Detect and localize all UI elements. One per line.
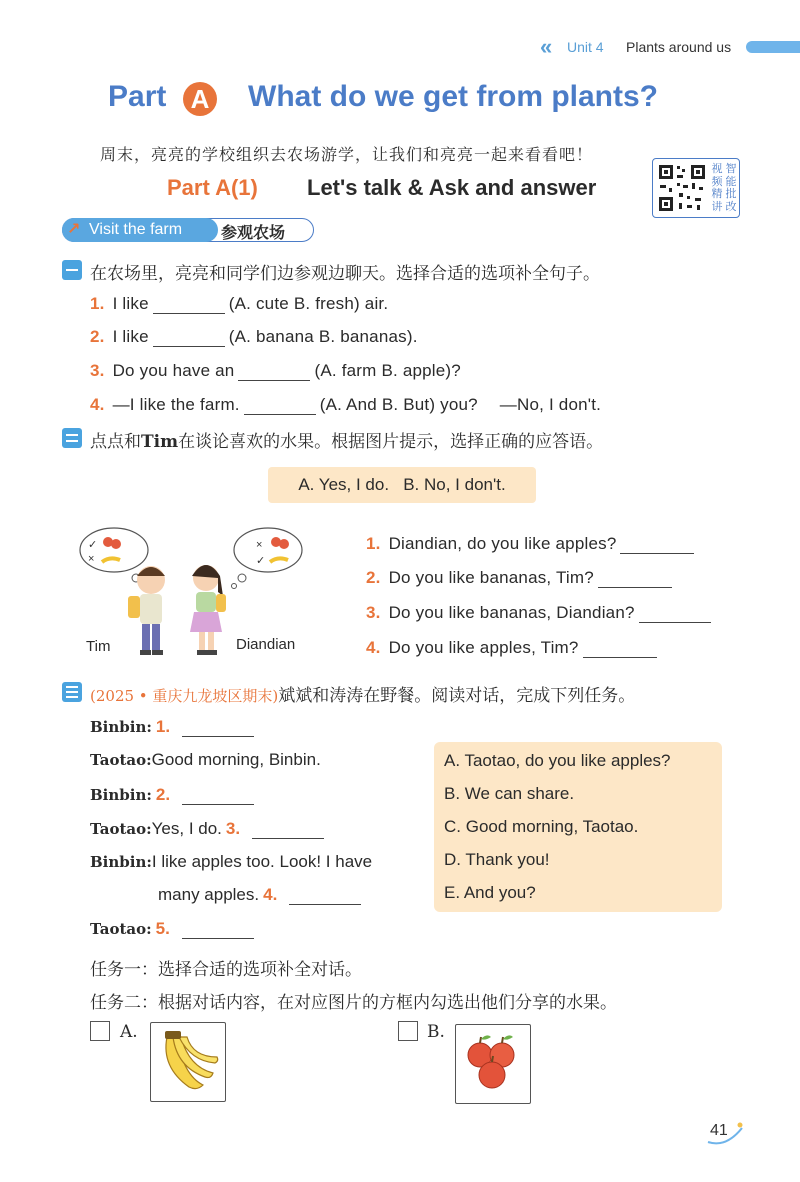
answer-blank[interactable] xyxy=(244,397,316,415)
apple-icon xyxy=(456,1025,528,1101)
s2-item-4: 4. Do you like apples, Tim? xyxy=(366,638,661,658)
header-bar xyxy=(746,41,800,53)
s2-item-3: 3. Do you like bananas, Diandian? xyxy=(366,603,715,623)
dialogue-line-1: Binbin: 1. xyxy=(90,717,258,737)
answer-blank[interactable] xyxy=(182,921,254,939)
title-question: What do we get from plants? xyxy=(248,80,658,113)
choice-e: E. And you? xyxy=(444,883,536,902)
page-title xyxy=(108,80,708,120)
qr-caption: 视 智 频 能 精 批 讲 改 xyxy=(711,163,737,213)
dialogue-line-6: many apples. 4. xyxy=(158,885,365,905)
lesson-label: Let's talk & Ask and answer xyxy=(307,175,597,200)
lesson-part: Part A(1) xyxy=(167,175,258,200)
answer-blank[interactable] xyxy=(598,570,672,588)
task-one: 任务一：选择合适的选项补全对话。 xyxy=(90,960,362,979)
dialogue-line-7: Taotao: 5. xyxy=(90,919,258,939)
answer-blank[interactable] xyxy=(182,719,254,737)
section-three-icon xyxy=(62,682,82,702)
qr-code[interactable] xyxy=(652,158,740,218)
dialogue-line-2: Taotao:Good morning, Binbin. xyxy=(90,750,321,769)
svg-text:✓: ✓ xyxy=(88,539,98,551)
answer-blank[interactable] xyxy=(620,536,694,554)
section-one-instruction: 在农场里，亮亮和同学们边参观边聊天。选择合适的选项补全句子。 xyxy=(90,264,600,283)
choice-c: C. Good morning, Taotao. xyxy=(444,817,639,836)
answer-blank[interactable] xyxy=(153,296,225,314)
section-one-icon xyxy=(62,260,82,280)
exam-source: (2025 • 重庆九龙坡区期末) xyxy=(90,687,279,705)
choice-a: A. Taotao, do you like apples? xyxy=(444,751,671,770)
section-two-icon xyxy=(62,428,82,448)
answer-blank[interactable] xyxy=(182,787,254,805)
svg-text:✓: ✓ xyxy=(256,555,266,567)
answer-blank[interactable] xyxy=(252,821,324,839)
qr-code-icon xyxy=(657,163,707,213)
s1-item-4: 4. —I like the farm. (A. And B. But) you? —No, I don't. xyxy=(90,395,602,414)
choices-box xyxy=(434,742,722,912)
checkbox-b[interactable] xyxy=(398,1021,418,1041)
dialogue-line-3: Binbin: 2. xyxy=(90,785,258,805)
intro-text: 周末，亮亮的学校组织去农场游学，让我们和亮亮一起来看看吧！ xyxy=(100,145,594,164)
title-part: Part xyxy=(108,80,167,113)
response-options-box: A. Yes, I do. B. No, I don't. xyxy=(268,467,536,503)
visit-farm-tag xyxy=(62,218,314,242)
s1-item-3: 3. Do you have an (A. farm B. apple)? xyxy=(90,361,461,380)
svg-text:×: × xyxy=(88,553,95,565)
page-number-swoosh-icon xyxy=(706,1120,746,1146)
checkbox-a[interactable] xyxy=(90,1021,110,1041)
pic-a-label: A. xyxy=(120,1022,138,1042)
answer-blank[interactable] xyxy=(153,329,225,347)
lesson-subtitle xyxy=(167,175,647,205)
dialogue xyxy=(90,712,420,952)
running-header xyxy=(540,34,800,59)
apple-picture xyxy=(455,1024,531,1104)
chevron-icon: « xyxy=(540,34,553,59)
answer-blank[interactable] xyxy=(289,887,361,905)
title-letter-badge: A xyxy=(183,82,217,116)
unit-label: Unit 4 xyxy=(567,39,604,55)
answer-blank[interactable] xyxy=(238,363,310,381)
banana-picture xyxy=(150,1022,226,1102)
task-two: 任务二：根据对话内容，在对应图片的方框内勾选出他们分享的水果。 xyxy=(90,993,617,1012)
pic-b-label: B. xyxy=(427,1022,445,1042)
section-two-instruction: 点点和Tim在谈论喜欢的水果。根据图片提示，选择正确的应答语。 xyxy=(90,432,604,452)
answer-blank[interactable] xyxy=(583,640,657,658)
name-diandian: Diandian xyxy=(236,636,296,653)
dialogue-line-4: Taotao:Yes, I do. 3. xyxy=(90,819,328,839)
visit-tag-en: Visit the farm xyxy=(89,221,183,238)
name-tim: Tim xyxy=(86,638,111,655)
section-three-instruction: (2025 • 重庆九龙坡区期末)斌斌和涛涛在野餐。阅读对话，完成下列任务。 xyxy=(90,686,636,705)
visit-tag-zh: 参观农场 xyxy=(221,225,286,242)
page-number: 41 xyxy=(706,1120,746,1146)
dialogue-line-5: Binbin:I like apples too. Look! I have xyxy=(90,852,373,871)
answer-blank[interactable] xyxy=(639,605,711,623)
choice-b: B. We can share. xyxy=(444,784,575,803)
s1-item-2: 2. I like (A. banana B. bananas). xyxy=(90,327,418,346)
unit-title: Plants around us xyxy=(626,39,732,55)
arrow-icon: ↗ xyxy=(67,221,81,238)
thought-bubble-right xyxy=(234,528,302,572)
banana-icon xyxy=(151,1023,223,1099)
s2-item-1: 1. Diandian, do you like apples? xyxy=(366,534,698,554)
choice-d: D. Thank you! xyxy=(444,850,550,869)
s1-item-1: 1. I like (A. cute B. fresh) air. xyxy=(90,294,389,313)
svg-text:×: × xyxy=(256,539,263,551)
s2-item-2: 2. Do you like bananas, Tim? xyxy=(366,568,676,588)
